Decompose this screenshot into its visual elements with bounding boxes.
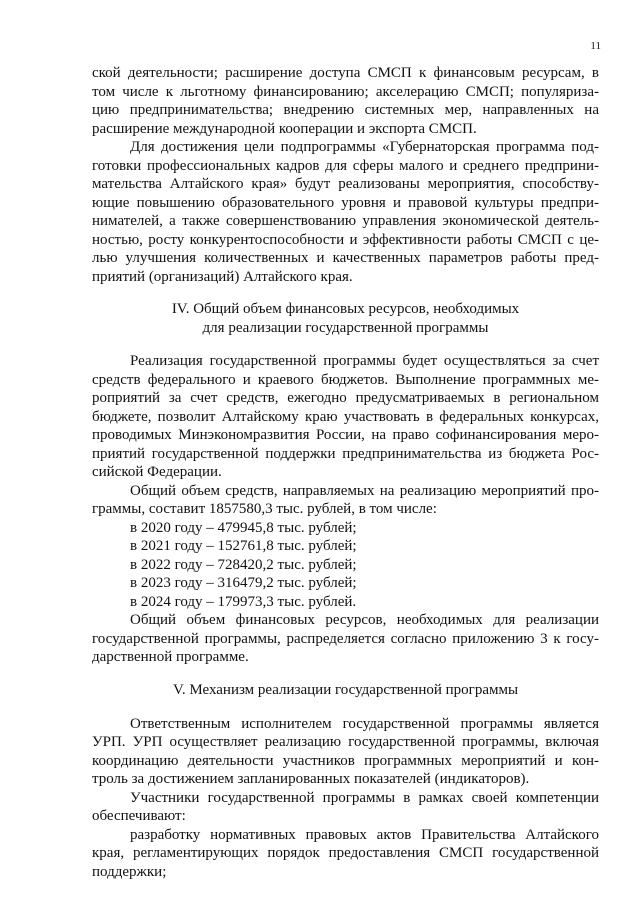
text-line: лью улучшения количественных и качественных параметров работы пред- <box>92 250 599 266</box>
text-line: поддержки; <box>92 863 167 880</box>
text-line: средств федерального и краевого бюджетов. Выполнение программных ме- <box>92 371 599 388</box>
text-line: роприятий за счет средств, ежегодно предусматриваемых в региональном <box>92 390 599 406</box>
paragraph-regulations <box>92 826 599 882</box>
text-line: расширение международной кооперации и экспорта СМСП. <box>92 120 477 137</box>
list-item: в 2021 году – 152761,8 тыс. рублей; <box>130 538 357 554</box>
funding-by-year-list <box>92 519 599 612</box>
paragraph-subprogram-goal <box>92 138 599 286</box>
text-line: троль за достижением запланированных показателей (индикаторов). <box>92 771 530 787</box>
paragraph-responsible-executor <box>92 715 599 789</box>
heading-line: IV. Общий объем финансовых ресурсов, необходимых <box>171 301 520 317</box>
text-line: ской деятельности; расширение доступа СМСП к финансовым ресурсам, в <box>92 65 599 81</box>
section-heading-iv <box>92 300 599 338</box>
text-line: Общий объем средств, направляемых на реализацию мероприятий про- <box>130 482 599 499</box>
text-line: бюджете, позволит Алтайскому краю участвовать в федеральных конкурсах, <box>92 408 599 425</box>
text-line: государственной программы, распределяется согласно приложению 3 к госу- <box>92 630 599 647</box>
paragraph-distribution <box>92 611 599 667</box>
text-line: мательства Алтайского края» будут реализованы мероприятия, способству- <box>92 176 599 192</box>
paragraph-total-funding <box>92 482 599 519</box>
text-line: УРП. УРП осуществляет реализацию государственной программы, включая <box>92 734 599 750</box>
text-line: обеспечивают: <box>92 808 186 824</box>
text-line: приятий государственной поддержки предпринимательства из бюджета Рос- <box>92 445 599 462</box>
text-line: ностью, росту конкурентоспособности и эффективности работы СМСП с це- <box>92 231 599 248</box>
text-line: нимателей, а также совершенствованию управления экономической деятель- <box>92 213 599 229</box>
text-line: разработку нормативных правовых актов Правительства Алтайского <box>130 826 599 843</box>
list-item: в 2024 году – 179973,3 тыс. рублей. <box>130 593 357 610</box>
document-body <box>92 64 599 881</box>
paragraph-participants <box>92 789 599 826</box>
page-number: 11 <box>590 40 601 52</box>
text-line: дарственной программе. <box>92 649 249 665</box>
text-line: края, регламентирующих порядок предоставления СМСП государственной <box>92 845 599 861</box>
paragraph-intro-continuation <box>92 64 599 138</box>
text-line: сийской Федерации. <box>92 464 222 480</box>
text-line: Реализация государственной программы будет осуществляться за счет <box>130 353 599 369</box>
text-line: Участники государственной программы в рамках своей компетенции <box>130 789 599 806</box>
text-line: Общий объем финансовых ресурсов, необходимых для реализации <box>130 612 599 628</box>
list-item: в 2020 году – 479945,8 тыс. рублей; <box>130 519 357 536</box>
text-line: том числе к льготному финансированию; акселерацию СМСП; популяриза- <box>92 83 599 100</box>
text-line: ющие повышению образовательного уровня и правовой культуры предпри- <box>92 194 599 211</box>
section-heading-v <box>92 681 599 700</box>
text-line: Для достижения цели подпрограммы «Губернаторская программа под- <box>130 139 599 155</box>
paragraph-funding-sources <box>92 352 599 482</box>
text-line: приятий (организаций) Алтайского края. <box>92 268 353 285</box>
text-line: проводимых Минэкономразвития России, на право софинансирования меро- <box>92 427 599 443</box>
list-item: в 2022 году – 728420,2 тыс. рублей; <box>130 556 357 573</box>
list-item: в 2023 году – 316479,2 тыс. рублей; <box>130 575 357 591</box>
text-line: координацию деятельности участников программных мероприятий и кон- <box>92 752 599 769</box>
text-line: цию предпринимательства; внедрению системных мер, направленных на <box>92 102 599 118</box>
text-line: граммы, составит 1857580,3 тыс. рублей, в том числе: <box>92 501 437 517</box>
heading-line: V. Механизм реализации государственной программы <box>172 681 519 698</box>
text-line: готовки профессиональных кадров для сферы малого и среднего предприни- <box>92 157 599 174</box>
text-line: Ответственным исполнителем государственной программы является <box>130 715 599 732</box>
heading-line: для реализации государственной программы <box>202 320 489 336</box>
